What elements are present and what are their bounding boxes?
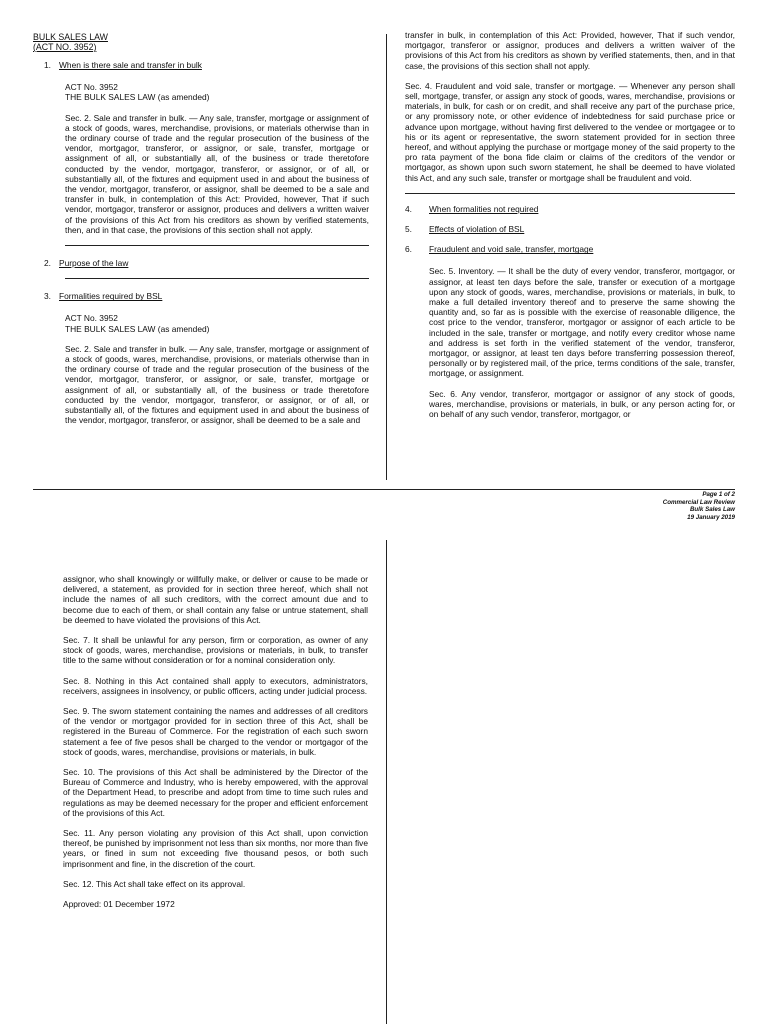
page-number: Page 1 of 2	[702, 491, 735, 498]
column-divider	[386, 540, 387, 1024]
section-divider	[65, 278, 369, 279]
approved-line: Approved: 01 December 1972	[63, 899, 175, 910]
section-6	[405, 244, 735, 254]
sec4-paragraph: Sec. 4. Fraudulent and void sale, transfer or mortgage. — Whenever any person shall sell, mortgage, transfer, or assign any stock of goods, wares, merchandise, provisions or materials, in bulk, for cash or on credit, and shall receive any part of the purchase price, or any promissory note, or other evidence of indebtedness for said purchase price or advance upon mortgage, without having first delivered to the vendee or mortgagee or to his or its agent or representative, the sworn statement provided for in section three hereof, and without applying the purchase or mortgage money of the said property to the pro rata payment of the bona fide claim or claims of the creditors of the vendor or mortgagor, as shown upon such sworn statement, he shall be deemed to have violated this Act, and any such sale, transfer or mortgage shall be fraudulent and void.	[405, 80, 735, 183]
section-number: 3.	[44, 291, 51, 302]
section-number: 6.	[405, 244, 412, 255]
page2-left-column	[63, 574, 368, 909]
section-number: 1.	[44, 60, 51, 70]
section-6-body	[429, 266, 735, 419]
section-number: 5.	[405, 224, 412, 235]
sec2-paragraph-part1: Sec. 2. Sale and transfer in bulk. — Any sale, transfer, mortgage or assignment of a stock of goods, wares, merchandise, provisions, or materials otherwise than in the ordinary course of trade and the regular prosecution of the business of the vendor, mortgagor, transferor, or assignor, or sale, transfer, mortgage or assignment of all, or substantially all, of the business or trade theretofore conducted by the vendor, mortgagor, transferor, or assignor, or of all, or substantially all, of the fixtures and equipment used in and about the business of the vendor, mortgagor, transferor, or assignor, shall be deemed to be a sale and	[65, 343, 369, 426]
section-2	[33, 258, 369, 268]
sec6-paragraph-part2: assignor, who shall knowingly or willfully make, or deliver or cause to be made or delivered, a statement, as provided for in section three hereof, which shall not include the names of all such creditors, with the correct amount due and to become due to each of them, or shall contain any false or untrue statement, shall be deemed to have violated the provisions of this Act.	[63, 574, 368, 625]
section-number: 2.	[44, 258, 51, 269]
sec6-paragraph-part1: Sec. 6. Any vendor, transferor, mortgagor or assignor of any stock of goods, wares, merchandise, provisions or materials, in bulk, or any person acting for, or on behalf of any such vendor, transferor, mortgagor, or	[429, 388, 735, 420]
section-divider	[65, 245, 369, 246]
sec8-paragraph: Sec. 8. Nothing in this Act contained shall apply to executors, administrators, receivers, assignees in insolvency, or public officers, acting under judicial process.	[63, 675, 368, 696]
act-line: ACT No. 3952	[65, 82, 118, 93]
page-footer-rule	[33, 489, 735, 490]
section-heading: When formalities not required	[429, 203, 539, 214]
page1-left-column	[33, 32, 369, 425]
section-heading: Fraudulent and void sale, transfer, mortgage	[429, 244, 594, 255]
section-divider	[405, 193, 735, 194]
sec11-paragraph: Sec. 11. Any person violating any provision of this Act shall, upon conviction thereof, be punished by imprisonment not less than six months, nor more than five years, or fined in sum not exceeding five thousand pesos, or both such imprisonment and fine, in the discretion of the court.	[63, 828, 368, 869]
section-number: 4.	[405, 203, 412, 214]
sec7-paragraph: Sec. 7. It shall be unlawful for any person, firm or corporation, as owner of any stock of goods, wares, merchandise, provisions or materials, in bulk, to transfer title to the same without consideration or for a nominal consideration only.	[63, 635, 368, 666]
section-1-body	[65, 82, 369, 235]
column-divider	[386, 34, 387, 480]
section-3	[33, 291, 369, 301]
section-4	[405, 204, 735, 214]
section-3-body	[65, 313, 369, 425]
law-line: THE BULK SALES LAW (as amended)	[65, 323, 210, 334]
footer-course: Commercial Law Review	[662, 498, 735, 506]
doc-subtitle: (ACT NO. 3952)	[33, 42, 97, 52]
law-line: THE BULK SALES LAW (as amended)	[65, 92, 210, 103]
section-heading: When is there sale and transfer in bulk	[59, 60, 202, 70]
sec2-paragraph-part2: transfer in bulk, in contemplation of this Act: Provided, however, That if such vendor, mortgagor, transferor or assignor, produces and delivers a written waiver of the provisions of this Act from his creditors as shown by verified statements, then, and in that case, the provisions of this section shall not apply.	[405, 30, 735, 71]
doc-title: BULK SALES LAW	[33, 32, 108, 42]
sec5-paragraph: Sec. 5. Inventory. — It shall be the duty of every vendor, transferor, mortgagor, or assignor, at least ten days before the sale, transfer or execution of a mortgage upon any stock of goods, wares, merchandise, provisions or materials, in bulk, to make a full detailed inventory thereof and to preserve the same showing the quantity and, so far as is possible with the exercise of reasonable diligence, the cost price to the vendor, transferor, mortgagor or assignor of each article to be included in the sale, transfer or mortgage, and notify every creditor whose name and address is set forth in the verified statement of the vendor, transferor, mortgagor, or assignor, at least ten days before transferring possession thereof, personally or by registered mail, of the price, terms conditions of the sale, transfer, mortgage, or assignment.	[429, 266, 735, 379]
sec12-paragraph: Sec. 12. This Act shall take effect on its approval.	[63, 878, 246, 889]
footer-topic: Bulk Sales Law	[689, 506, 735, 514]
section-heading: Purpose of the law	[59, 258, 129, 269]
sec9-paragraph: Sec. 9. The sworn statement containing the names and addresses of all creditors of the vendor or mortgagor provided for in section three of this Act, shall be registered in the Bureau of Commerce. For the registration of each such sworn statement a fee of five pesos shall be charged to the vendor or mortgagor of the stock of goods, wares, merchandise, provisions or materials, in bulk.	[63, 706, 368, 757]
page1-right-column	[405, 30, 735, 419]
page-2	[0, 540, 768, 1024]
act-line: ACT No. 3952	[65, 313, 118, 324]
footer-date: 19 January 2019	[687, 513, 735, 521]
sec2-paragraph: Sec. 2. Sale and transfer in bulk. — Any sale, transfer, mortgage or assignment of a stock of goods, wares, merchandise, provisions, or materials otherwise than in the ordinary course of trade and the regular prosecution of the business of the vendor, mortgagor, transferor, or assignor, or sale, transfer, mortgage or assignment of all, or substantially all, of the business or trade theretofore conducted by the vendor, mortgagor, transferor, or assignor, or of all, or substantially all, of the fixtures and equipment used in and about the business of the vendor, mortgagor, transferor, or assignor, shall be deemed to be a sale and transfer in bulk, in contemplation of this Act: Provided, however, That if such vendor, mortgagor, transferor or assignor, produces and delivers a written waiver of the provisions of this Act from his creditors as shown by verified statements, then, and in that case, the provisions of this section shall not apply.	[65, 112, 369, 235]
sec10-paragraph: Sec. 10. The provisions of this Act shall be administered by the Director of the Bureau of Commerce and Industry, who is hereby empowered, with the approval of the Department Head, to prescribe and adopt from time to time such rules and regulations as may be deemed necessary for the proper and efficient enforcement of the provisions of this Act.	[63, 767, 368, 818]
section-1	[33, 60, 369, 70]
section-heading: Formalities required by BSL	[59, 291, 163, 302]
section-heading: Effects of violation of BSL	[429, 224, 525, 235]
page-footer	[663, 491, 735, 521]
section-5	[405, 224, 735, 234]
